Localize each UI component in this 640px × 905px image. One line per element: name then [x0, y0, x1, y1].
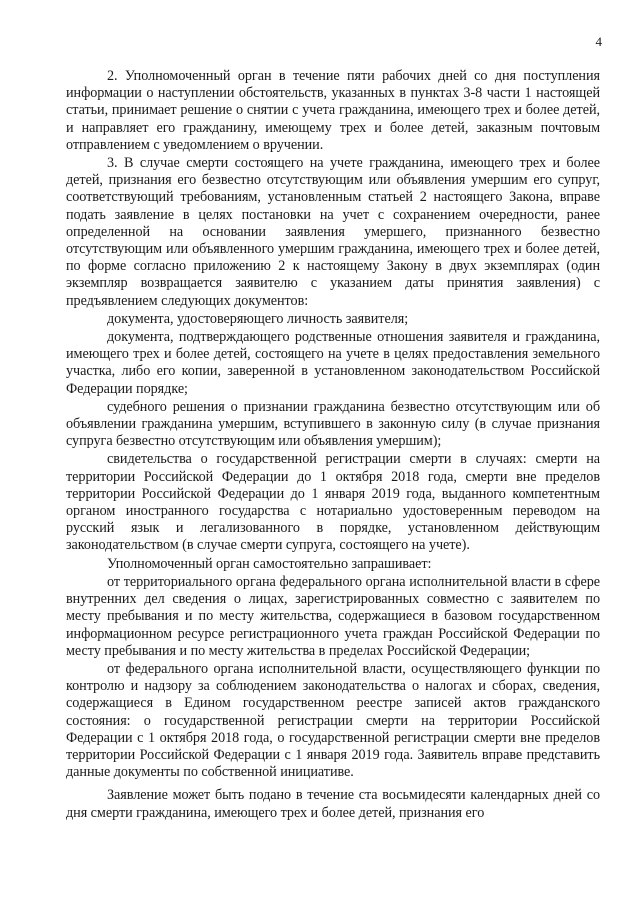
list-item-death-certificate: свидетельства о государственной регистрации смерти в случаях: смерти на территории Российской Федерации до 1 октября 2018 года, смерти вне пределов территории Российской Федерации до 1 января 2019 года, выданного компетентным органом иностранного государства с нотариально удостоверенным переводом на русский язык и легализованного в порядке, установленном действующим законодательством (в случае смерти супруга, состоящего на учете). [66, 451, 600, 554]
list-item-kinship-document: документа, подтверждающего родственные отношения заявителя и гражданина, имеющего трех и более детей, состоящего на учете в целях предоставления земельного участка, либо его копии, заверенной в установленном законодательством Российской Федерации порядке; [66, 329, 600, 397]
list-item-tax-authority-request: от федерального органа исполнительной власти, осуществляющего функции по контролю и надзору за соблюдением законодательства о налогах и сборах, сведения, содержащиеся в Едином государственном реестре записей актов гражданского состояния: о государственной регистрации смерти на территории Российской Федерации с 1 октября 2018 года, о государственной регистрации смерти вне пределов территории Российской Федерации с 1 января 2019 года. Заявитель вправе представить данные документы по собственной инициативе. [66, 660, 600, 781]
list-item-internal-affairs-request: от территориального органа федерального органа исполнительной власти в сфере внутренних дел сведения о лицах, зарегистрированных совместно с заявителем по месту пребывания и по месту жительства, содержащиеся в базовом государственном информационном ресурсе регистрационного учета граждан Российской Федерации по месту пребывания и по месту жительства в пределах Российской Федерации; [66, 573, 600, 659]
paragraph-removal-from-registry: 2. Уполномоченный орган в течение пяти рабочих дней со дня поступления информации о наступлении обстоятельств, указанных в пунктах 3-8 части 1 настоящей статьи, принимает решение о снятии с учета гражданина, имеющего трех и более детей, и направляет его гражданину, имеющему трех и более детей, заказным почтовым отправлением с уведомлением о вручении. [66, 68, 600, 153]
document-body [66, 68, 600, 823]
list-item-identity-document: документа, удостоверяющего личность заявителя; [107, 310, 409, 327]
paragraph-application-deadline: Заявление может быть подано в течение ста восьмидесяти календарных дней со дня смерти гражданина, имеющего трех и более детей, признания его [66, 787, 600, 821]
list-item-court-decision: судебного решения о признании гражданина безвестно отсутствующим или об объявлении гражданина умершим, вступившего в законную силу (в случае признания супруга безвестно отсутствующим или объявления умершим); [66, 398, 600, 450]
paragraph-authority-requests: Уполномоченный орган самостоятельно запрашивает: [107, 555, 432, 572]
paragraph-spouse-application: 3. В случае смерти состоящего на учете гражданина, имеющего трех и более детей, признания его безвестно отсутствующим или объявления умершим его супруг, соответствующий требованиям, установленным статьей 2 настоящего Закона, вправе подать заявление в целях постановки на учет с сохранением очередности, ранее определенной на основании заявления умершего, признанного безвестно отсутствующим или объявленного умершим гражданина, имеющего трех и более детей, по форме согласно приложению 2 к настоящему Закону в двух экземплярах (один экземпляр возвращается заявителю с указанием даты принятия заявления) с предъявлением следующих документов: [66, 155, 600, 309]
page-number: 4 [595, 34, 602, 49]
